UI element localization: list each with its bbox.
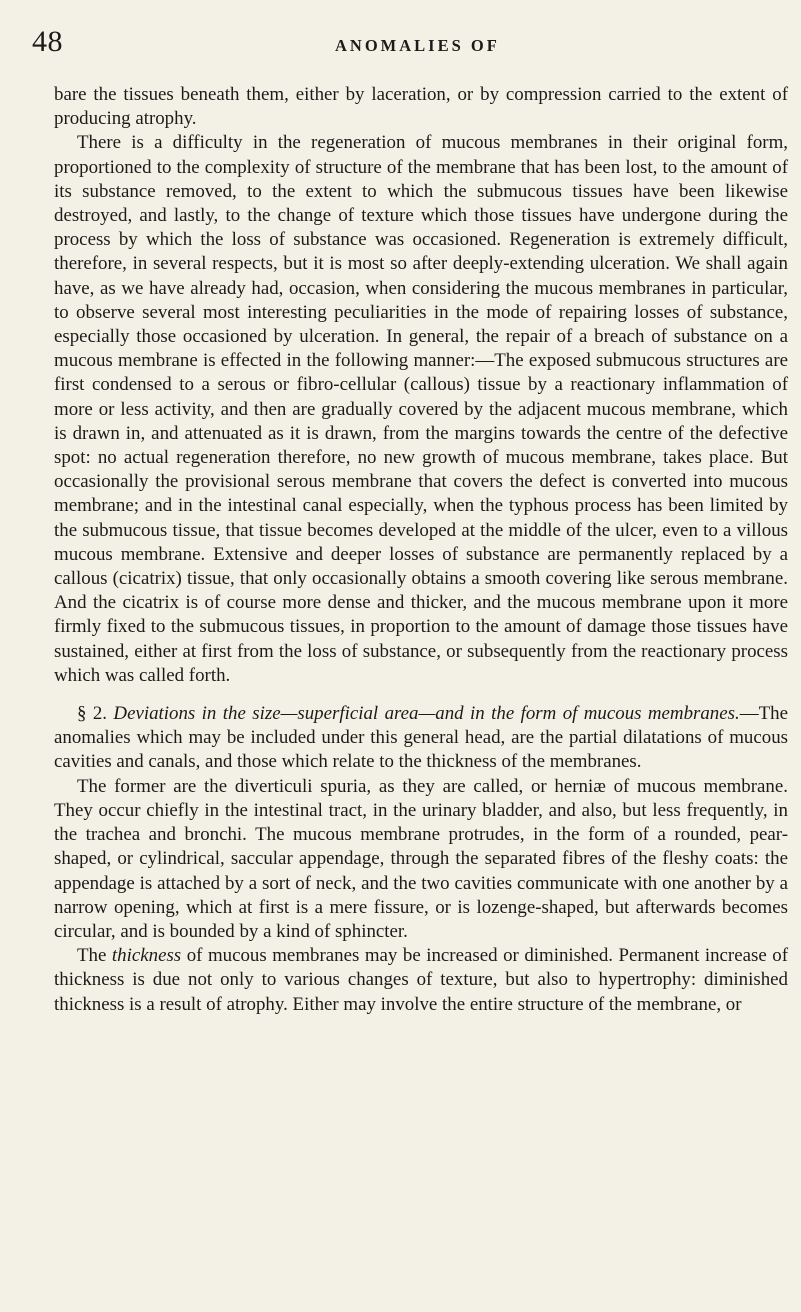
section-number: § 2. bbox=[77, 703, 108, 725]
running-head: ANOMALIES OF bbox=[335, 36, 500, 55]
paragraph-regeneration: There is a difficulty in the regeneration of mucous membranes in their original form, proportioned to the complexity of structure of the membrane that has been lost, to the amount of its substance removed, to the extent to which the submucous tissues have been likewise destroyed, and lastly, to the change of texture which those tissues have undergone during the process by which the loss of substance was occasioned. Regeneration is extremely difficult, therefore, in several respects, but it is most so after deeply-extending ulceration. We shall again have, as we have already had, occasion, when considering the mucous membranes in particular, to observe several most interesting peculiarities in the mode of repairing losses of substance, especially those occasioned by ulceration. In general, the repair of a breach of substance on a mucous membrane is effected in the following manner:—The exposed submucous structures are first condensed to a serous or fibro-cellular (callous) tissue by a reactionary inflammation of more or less activity, and then are gradually covered by the adjacent mucous membrane, which is drawn in, and attenuated as it is drawn, from the margins towards the centre of the defective spot: no actual regeneration therefore, no new growth of mucous membrane, takes place. But occasionally the provisional serous membrane that covers the defect is converted into mucous membrane; and in the intestinal canal especially, when the typhous process has been limited by the submucous tissue, that tissue becomes developed at the middle of the ulcer, even to a villous mucous membrane. Extensive and deeper losses of substance are permanently replaced by a callous (cicatrix) tissue, that only occasionally obtains a smooth covering like serous membrane. And the cicatrix is of course more dense and thicker, and the mucous membrane upon it more firmly fixed to the submucous tissues, in proportion to the amount of damage those tissues have sustained, either at first from the loss of substance, or subsequently from the reactionary process which was called forth. bbox=[54, 132, 788, 686]
section-title: Deviations in the size—superficial area—and in the form of mucous membranes. bbox=[113, 703, 740, 725]
paragraph-continuation: bare the tissues beneath them, either by laceration, or by compression carried to the extent of producing atrophy. bbox=[54, 84, 788, 130]
body-text bbox=[54, 83, 788, 1017]
page-header bbox=[32, 24, 792, 64]
paragraph-diverticuli: The former are the diverticuli spuria, as they are called, or herniæ of mucous membrane. They occur chiefly in the intestinal tract, in the urinary bladder, and also, but less frequently, in the trachea and bronchi. The mucous membrane protrudes, in the form of a rounded, pear-shaped, or cylindrical, saccular appendage, through the separated fibres of the fleshy coats: the appendage is attached by a sort of neck, and the two cavities communicate with one another by a narrow opening, which at first is a mere fissure, or is lozenge-shaped, but afterwards becomes circular, and is bounded by a kind of sphincter. bbox=[54, 775, 788, 942]
paragraph-thickness bbox=[54, 944, 788, 1017]
section-intro-text: —The anomalies which may be included under this general head, are the partial dilatations of mucous cavities and canals, and those which relate to the thickness of the membranes. bbox=[54, 703, 788, 773]
thickness-term: thickness bbox=[111, 945, 182, 967]
section-2-paragraph bbox=[54, 702, 788, 775]
thickness-text: of mucous membranes may be increased or diminished. Permanent increase of thickness is due not only to various changes of texture, but also to hypertrophy: diminished thickness is a result of atrophy. Either may involve the entire structure of the membrane, or bbox=[54, 945, 788, 1015]
page-number: 48 bbox=[32, 25, 63, 58]
thickness-lead: The bbox=[77, 945, 107, 967]
